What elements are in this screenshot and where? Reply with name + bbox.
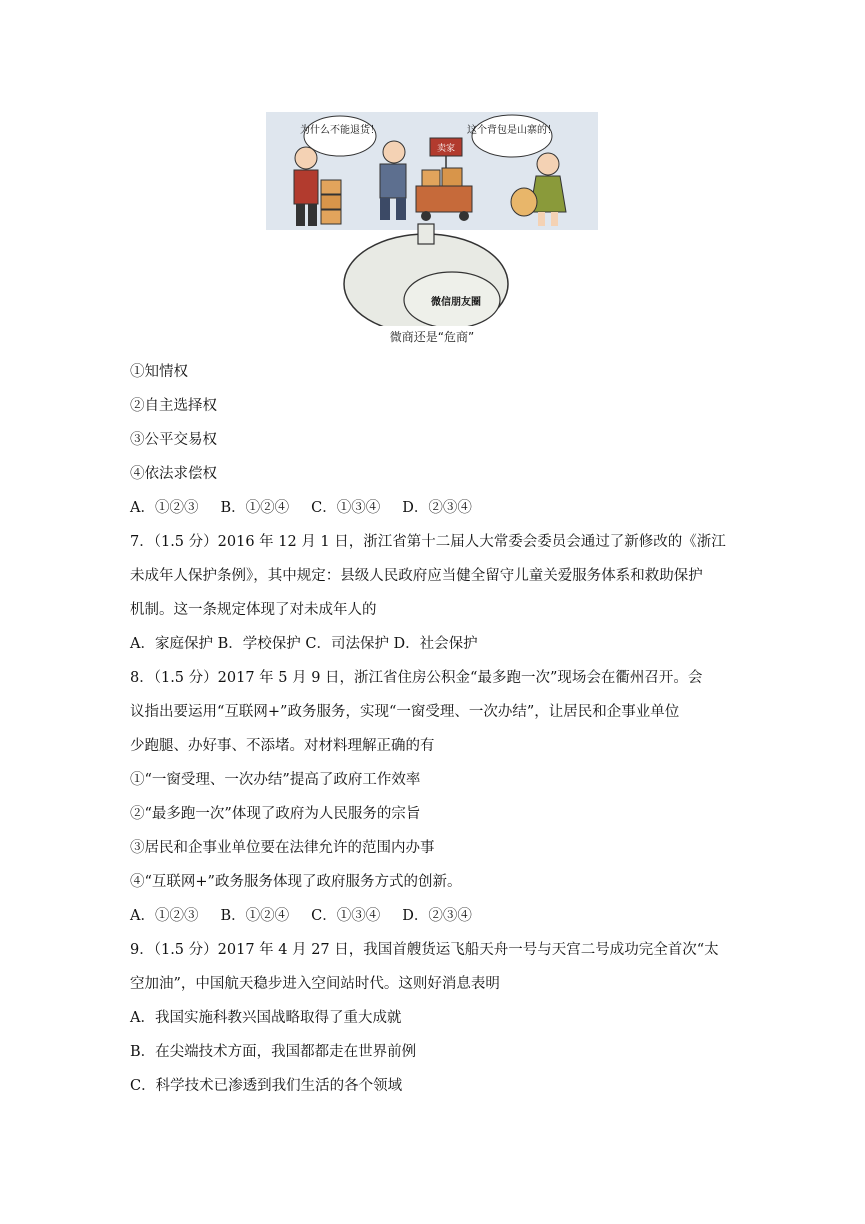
q6-item-3: ③公平交易权 bbox=[130, 432, 217, 448]
cartoon-illustration bbox=[266, 112, 598, 326]
bubble-left-text: 为什么不能退货！ bbox=[300, 125, 380, 136]
q8-item-1: ①“一窗受理、一次办结”提高了政府工作效率 bbox=[130, 772, 421, 788]
bag-label-text: 微信朋友圈 bbox=[431, 297, 481, 308]
q6-item-2: ②自主选择权 bbox=[130, 398, 217, 414]
q6-item-1: ①知情权 bbox=[130, 364, 188, 380]
q7-stem-line-1: 7．（1.5 分）2016 年 12 月 1 日，浙江省第十二届人大常委会委员会通过了新修改的《浙江 bbox=[130, 534, 726, 550]
q9-option-b: B．在尖端技术方面，我国都都走在世界前例 bbox=[130, 1044, 417, 1060]
q9-option-c: C．科学技术已渗透到我们生活的各个领域 bbox=[130, 1078, 403, 1094]
q6-item-4: ④依法求偿权 bbox=[130, 466, 217, 482]
q9-stem-line-2: 空加油”，中国航天稳步进入空间站时代。这则好消息表明 bbox=[130, 976, 500, 992]
seller-sign-text: 卖家 bbox=[436, 144, 456, 154]
q8-options bbox=[130, 906, 472, 926]
q8-option-a: A．①②③ bbox=[130, 908, 199, 924]
q6-option-c: C．①③④ bbox=[311, 500, 381, 516]
q6-option-d: D．②③④ bbox=[402, 500, 472, 516]
q8-stem-line-1: 8．（1.5 分）2017 年 5 月 9 日，浙江省住房公积金“最多跑一次”现场会在衢州召开。会 bbox=[130, 670, 703, 686]
cartoon-figure bbox=[266, 112, 598, 348]
q8-stem-line-3: 少跑腿、办好事、不添堵。对材料理解正确的有 bbox=[130, 738, 435, 754]
q8-item-3: ③居民和企事业单位要在法律允许的范围内办事 bbox=[130, 840, 435, 856]
q8-option-c: C．①③④ bbox=[311, 908, 381, 924]
q9-stem-line-1: 9．（1.5 分）2017 年 4 月 27 日，我国首艘货运飞船天舟一号与天宫二号成功完全首次“太 bbox=[130, 942, 719, 958]
q6-option-b: B．①②④ bbox=[220, 500, 290, 516]
q8-stem-line-2: 议指出要运用“互联网+”政务服务，实现“一窗受理、一次办结”，让居民和企事业单位 bbox=[130, 704, 680, 720]
q7-stem-line-2: 未成年人保护条例》，其中规定：县级人民政府应当健全留守儿童关爱服务体系和救助保护 bbox=[130, 568, 703, 584]
q8-option-d: D．②③④ bbox=[402, 908, 472, 924]
bubble-right-text: 这个背包是山寨的！ bbox=[467, 125, 557, 136]
q7-options: A．家庭保护 B．学校保护 C．司法保护 D．社会保护 bbox=[130, 636, 478, 652]
q6-options bbox=[130, 498, 472, 518]
q8-option-b: B．①②④ bbox=[220, 908, 290, 924]
q6-option-a: A．①②③ bbox=[130, 500, 199, 516]
figure-caption: 微商还是“危商” bbox=[389, 330, 475, 344]
q8-item-2: ②“最多跑一次”体现了政府为人民服务的宗旨 bbox=[130, 806, 421, 822]
q8-item-4: ④“互联网+”政务服务体现了政府服务方式的创新。 bbox=[130, 874, 462, 890]
q7-stem-line-3: 机制。这一条规定体现了对未成年人的 bbox=[130, 602, 377, 618]
q9-option-a: A．我国实施科教兴国战略取得了重大成就 bbox=[130, 1010, 402, 1026]
